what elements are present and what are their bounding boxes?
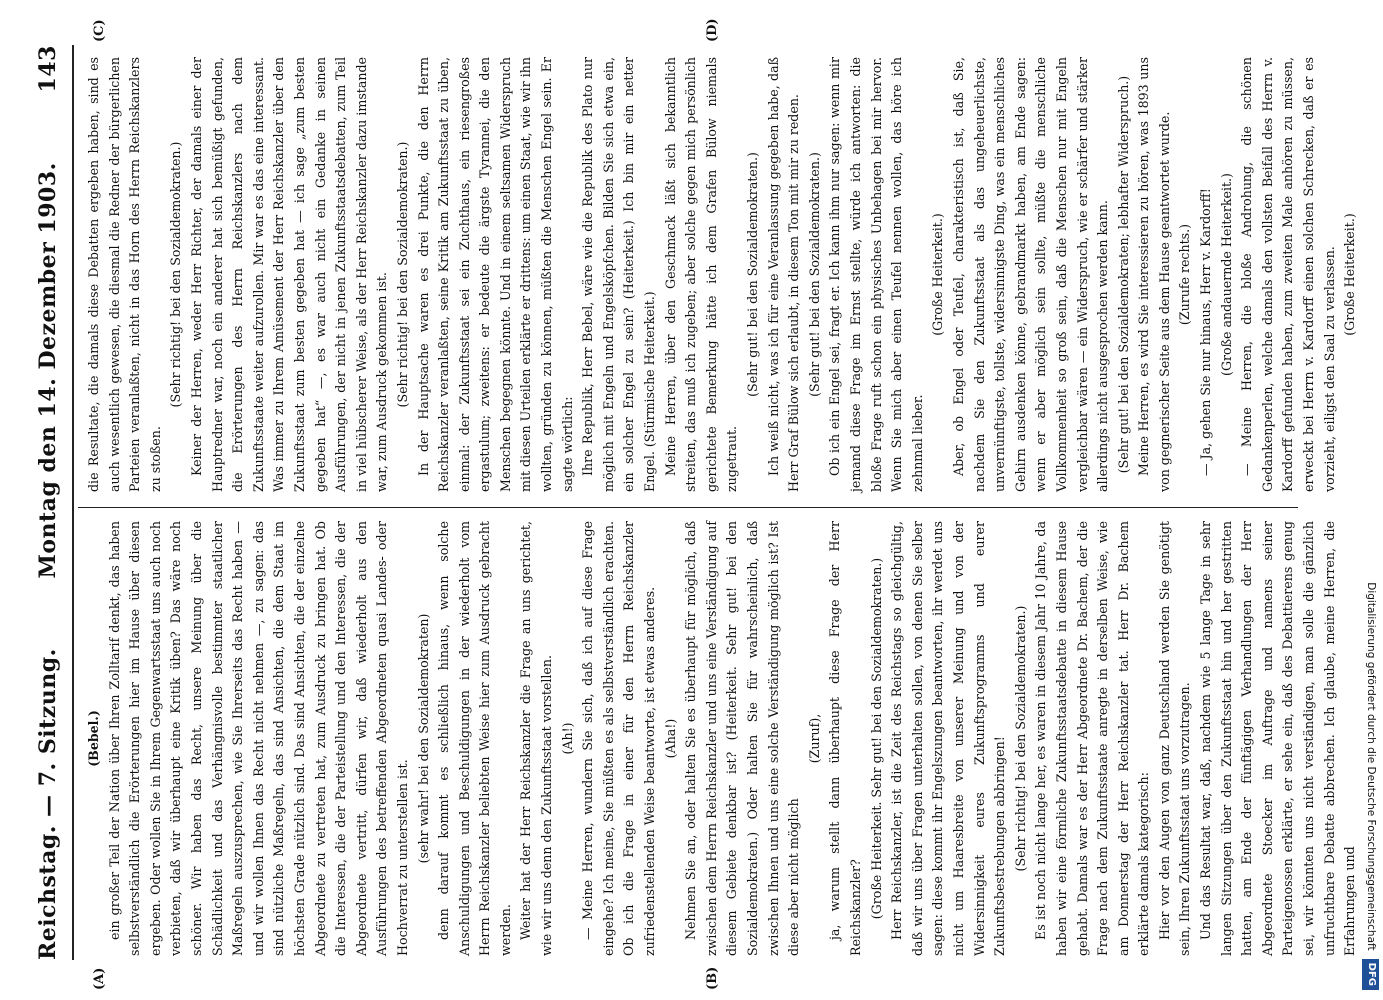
interjection: (Zurufe rechts.) <box>1177 223 1193 326</box>
interjection: (sehr wahr! bei den Sozialdemokraten) <box>415 613 431 864</box>
interjection: (Große andauernde Heiterkeit.) <box>1218 173 1234 376</box>
header-date: Montag den 14. Dezember 1903. <box>35 162 61 579</box>
interjection: (Sehr gut! bei den Sozialdemokraten.) <box>806 152 822 397</box>
paragraph: — Meine Herren, wundern Sie sich, daß ich auf diese Frage eingehe? Ich meine, Sie müßten es als selbstverständlich erachten. Ob ich die Frage in einer für den Herrn Reichskanzler zufriedenstellenden Weise beantworte, ist etwas anderes. <box>580 521 658 956</box>
paragraph: Hier vor den Augen von ganz Deutschland werden Sie genötigt sein, Ihren Zukunftsstaat uns vorzutragen. <box>1156 521 1193 956</box>
interjection: (Aha!) <box>662 718 678 759</box>
left-column <box>84 521 1358 956</box>
margin-marker-d: (D) <box>705 18 720 42</box>
interjection: (Sehr gut! bei den Sozialdemokraten.) <box>745 152 760 397</box>
interjection: (Sehr richtig! bei den Sozialdemokraten.) <box>1012 605 1028 872</box>
paragraph: Meine Herren, über den Geschmack läßt sich bekanntlich streiten, das muß ich zugeben; aber solche gegen mich persönlich gerichtete Bemerkung hätte ich dem Grafen Bülow niemals zugetraut. <box>662 57 740 492</box>
header-rule <box>72 45 74 960</box>
interjection: (Sehr richtig! bei den Sozialdemokraten.) <box>394 141 410 408</box>
margin-marker-a: (A) <box>92 967 107 990</box>
paragraph: ja, warum stellt dann überhaupt diese Frage der Herr Reichskanzler? <box>827 521 863 956</box>
paragraph: Weiter hat der Herr Reichskanzler die Frage an uns gerichtet, wie wir uns denn den Zukunftsstaat vorstellen. <box>518 521 555 956</box>
interjection: (Große Heiterkeit.) <box>930 213 946 336</box>
digitization-stamp <box>1362 10 1380 990</box>
paragraph: ein großer Teil der Nation über Ihren Zolltarif denkt, das haben selbstverständlich die Erörterungen hier im Hause über diesen ergeben. Oder wollen Sie in Ihrem Gegenwartsstaat uns auch noch verbieten, daß wir überhaupt eine Kritik üben? Das wäre noch schöner. Wir haben das Recht, unsere Meinung über die Schädlichkeit und das Verhängnisvolle bestimmter staatlicher Maßregeln auszusprechen, wie Sie Ihrerseits das Recht haben — und wir wollen Ihnen das Recht nicht nehmen —, zu sagen: das sind nützliche Maßregeln, das sind Ansichten, die dem Staat im höchsten Grade nützlich sind. Das sind Ansichten, die der einzelne Abgeordnete zu vertreten hat, zum Ausdruck zu bringen hat. Ob die Interessen, die der Parteistellung und den Interessen, die der Abgeordnete vertritt, dürfen wir, daß wiederholt aus den Ausführungen des betreffenden Abgeordneten quasi Landes- oder Hochverrat zu unterstellen ist. <box>106 521 410 956</box>
paragraph: Ich weiß nicht, was ich für eine Veranlassung gegeben habe, daß Herr Graf Bülow sich erlaubt, in diesem Ton mit mir zu reden. <box>765 57 802 492</box>
margin-marker-b: (B) <box>705 966 720 990</box>
paragraph: die Resultate, die damals diese Debatten ergeben haben, sind es auch wesentlich gewesen, die diesmal die Redner der bürgerlichen Parteien veranlaßten, nicht in das Horn des Herrn Reichskanzlers zu stoßen. <box>86 57 163 492</box>
column-divider <box>78 507 1298 508</box>
dfg-logo: DFG <box>1362 959 1379 990</box>
margin-marker-c: (C) <box>92 19 107 42</box>
paragraph: — Ja, gehen Sie nur hinaus, Herr v. Kardorff! <box>1198 188 1214 476</box>
paragraph: Ob ich ein Engel sei, fragt er. Ich kann ihm nur sagen: wenn mir jemand diese Frage im Ernst stellte, würde ich antworten: die bloße Frage ruft schon ein physisches Unbehagen bei mir hervor. Wenn Sie mich aber einen Teufel nennen wollen, das höre ich zehnmal lieber. <box>827 57 925 492</box>
paragraph: — Meine Herren, die bloße Androhung, die schönen Gedankenperlen, welche damals den vollsten Beifall des Herrn v. Kardorff gefunden haben, zum zweiten Male anhören zu müssen, erweckt bei Herrn v. Kardorff einen solchen Schrecken, daß er es vorzieht, eiligst den Saal zu verlassen. <box>1239 57 1337 492</box>
interjection: (Sehr gut! bei den Sozialdemokraten; lebhafter Widerspruch.) <box>1115 75 1131 474</box>
interjection: (Große Heiterkeit. Sehr gut! bei den Sozialdemokraten.) <box>868 557 884 920</box>
paragraph: In der Hauptsache waren es drei Punkte, die den Herrn Reichskanzler veranlaßten, seine Kritik am Zukunftsstaat zu üben, einmal: der Zukunftsstaat sei ein Zuchthaus, ein riesengroßes ergastulum; zweitens: er bedeute die ärgste Tyrannei, die den Menschen begegnen könnte. Und in einem seltsamen Widerspruch mit diesen Urteilen erklärte er drittens: um einen Staat, wie wir ihn wollten, gründen zu können, müßten die Menschen Engel sein. Er sagte wörtlich: <box>415 57 575 492</box>
paragraph: Nehmen Sie an, oder halten Sie es überhaupt für möglich, daß zwischen dem Herrn Reichskanzler und uns eine Verständigung auf diesem Gebiete denkbar ist? (Heiterkeit. Sehr gut! bei den Sozialdemokraten.) Oder halten Sie für wahrscheinlich, daß zwischen Ihnen und uns eine solche Verständigung möglich ist? Ist diese aber nicht möglich <box>683 521 802 956</box>
paragraph: denn darauf kommt es schließlich hinaus, wenn solche Anschuldigungen und Beschuldigungen in der wiederholt vom Herrn Reichskanzler beliebten Weise hier zum Ausdruck gebracht werden. <box>436 521 513 956</box>
paragraph: Ihre Republik, Herr Bebel, wäre wie die Republik des Plato nur möglich mit Engeln und Engelsköpfchen. Bilden Sie sich etwa ein, ein solcher Engel zu sein? (Heiterkeit.) Ich bin mir ein netter Engel. (Stürmische Heiterkeit.) <box>580 57 658 492</box>
digitization-credit: Digitalisierung gefördert durch die Deutsche Forschungsgemeinschaft <box>1365 582 1377 951</box>
paragraph: Aber, ob Engel oder Teufel, charakteristisch ist, daß Sie, nachdem Sie den Zukunftsstaat als das ungeheuerlichste, unvernünftigste, tollste, widersinnigste Ding, was ein menschliches Gehirn ausdenken könne, gebrandmarkt haben, am Ende sagen: wenn er aber möglich sein sollte, müßte die menschliche Vollkommenheit so groß sein, daß die Menschen nur mit Engeln vergleichbar wären — ein Widerspruch, wie er schärfer und stärker allerdings nicht ausgesprochen werden kann. <box>950 57 1111 492</box>
interjection: (Sehr richtig! bei den Sozialdemokraten.) <box>168 141 184 408</box>
interjection: (Ah!) <box>559 722 575 755</box>
header-session: Reichstag. — 7. Sitzung. <box>35 648 61 960</box>
paragraph: Herr Reichskanzler, ist die Zeit des Reichstags so gleichgültig, daß wir uns über Fragen unterhalten sollen, von denen Sie selber sagen: diese kommt ihr Engelszungen beantworten, ihr werdet uns nicht um Haaresbreite von unserer Meinung und von der Widersinnigkeit eures Zukunftsprogramms und eurer Zukunftsbestrebungen abbringen! <box>889 521 1008 956</box>
page-number: 143 <box>35 45 61 93</box>
right-column <box>84 57 1358 492</box>
speaker-label: (Bebel.) <box>86 710 101 767</box>
page-header <box>28 45 68 960</box>
paragraph: Es ist noch nicht lange her, es waren in diesem Jahr 10 Jahre, da haben wir eine förmliche Zukunftsstaatsdebatte in diesem Hause gehabt. Damals war es der Herr Abgeordnete Dr. Bachem, der die Frage nach dem Zukunftsstaate anregte in derselben Weise, wie am Donnerstag der Herr Reichskanzler tat. Herr Dr. Bachem erklärte damals kategorisch: <box>1033 521 1152 956</box>
paragraph: Keiner der Herren, weder Herr Richter, der damals einer der Hauptredner war, noch ein anderer hat sich bemüßigt gefunden, die Erörterungen des Herrn Reichskanzlers nach dem Zukunftsstaate weiter aufzurollen. Mir war es das eine interessant. Was immer zu Ihrem Amüsement der Herr Reichskanzler über den Zukunftsstaat zum besten gegeben hat — ich sage „zum besten gegeben hat“ —, es war auch nicht ein Gedanke in seinen Ausführungen, der nicht in jenen Zukunftsstaatsdebatten, zum Teil in viel hübscherer Weise, als der Herr Reichskanzler dazu imstande war, zum Ausdruck gekommen ist. <box>188 57 390 492</box>
interjection: (Große Heiterkeit.) <box>1342 213 1358 336</box>
paragraph: Und das Resultat war, daß, nachdem wie 5 lange Tage in sehr langen Sitzungen über den Zukunftsstaat hin und her gestritten hatten, am Ende der fünftägigen Verhandlungen der Herr Abgeordnete Stoecker im Auftrage und namens seiner Parteigenossen erklärte, er sehe ein, daß des Debattierens genug sei, wir könnten uns nicht verständigen, man solle die gänzlich unfruchtbare Debatte abbrechen. Ich glaube, meine Herren, die Erfahrungen und <box>1198 521 1358 956</box>
interjection: (Zuruf), <box>806 713 822 764</box>
paragraph: Meine Herren, es wird Sie interessieren zu hören, was 1893 uns von gegnerischer Seite aus dem Hause geantwortet wurde. <box>1136 57 1172 492</box>
